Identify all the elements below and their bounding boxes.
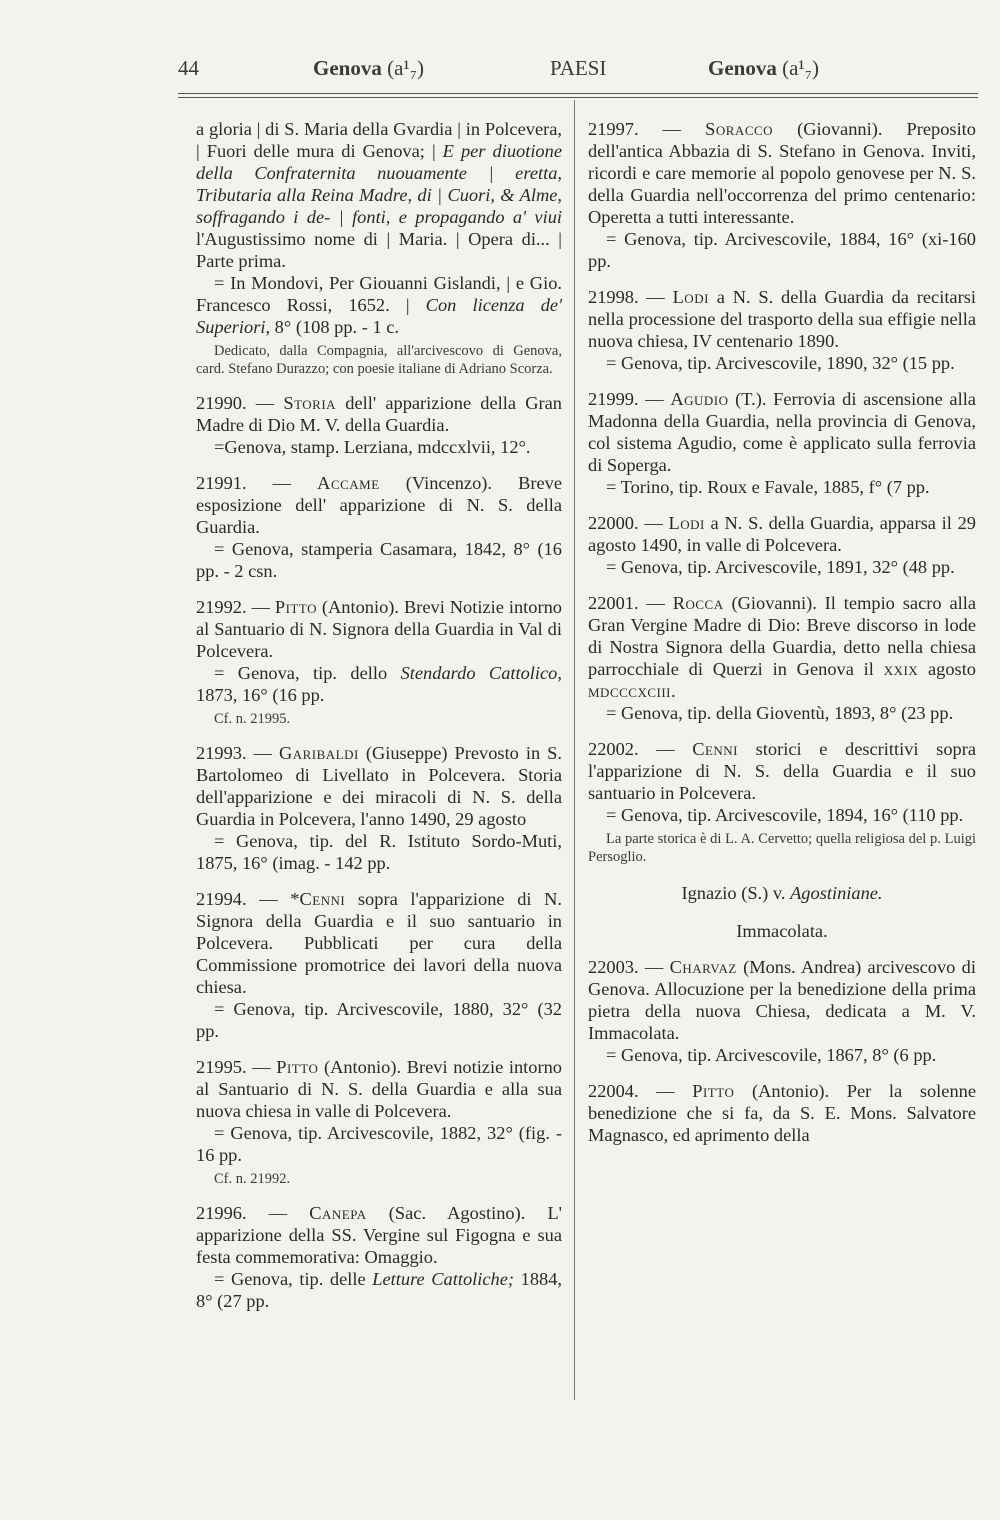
- header-center-title: PAESI: [550, 56, 607, 80]
- header-left-suffix: (a¹₇): [387, 56, 425, 80]
- entry-publication: = Genova, tip. Arcivescovile, 1890, 32° (15 pp.: [606, 353, 955, 373]
- entry-title: [196, 742, 562, 830]
- entry-author: Pitto: [276, 1057, 319, 1077]
- entry-publication: = Genova, tip. Arcivescovile, 1894, 16° (110 pp.: [606, 805, 964, 825]
- entry-publication: = Genova, tip. Arcivescovile, 1880, 32° (32 pp.: [196, 999, 562, 1041]
- entry-number: 21993. —: [196, 743, 279, 763]
- entry-21999: [588, 388, 976, 498]
- running-header: [178, 56, 978, 90]
- header-rule-top: [178, 93, 978, 94]
- entry-author: Agudio: [670, 389, 729, 409]
- entry-title: [588, 956, 976, 1044]
- entry-number: 21992. —: [196, 597, 275, 617]
- entry-author: Lodi: [672, 287, 709, 307]
- entry-title: [588, 1080, 976, 1146]
- entry-text: (Giovanni). Preposito dell'antica Abbazia di S. Stefano in Genova. Inviti, ricordi e care memorie al popolo genovese per N. S. della Guardia nell'occorrenza del primo centenario: Operetta a tutti interessante.: [588, 119, 976, 227]
- pub-italic: Con licenza de' Superiori: [196, 295, 562, 337]
- entry-title: [588, 118, 976, 228]
- pub-part: , 8° (108 pp. - 1 c.: [265, 317, 399, 337]
- entry-22000: [588, 512, 976, 578]
- entry-text: (Giovanni). Il tempio sacro alla Gran Vergine Madre di Dio: Breve discorso in lode di Nostra Signora della Guardia, detto nella chiesa parrocchiale di Querzi in Genova il: [588, 593, 976, 679]
- header-left-title: [313, 56, 424, 81]
- entry-21992: [196, 596, 562, 728]
- entry-text: sopra l'apparizione di N. Signora della Guardia e il suo santuario in Polcevera. Pubblicati per cura della Commissione promotrice dei lavori della nuova chiesa.: [196, 889, 563, 997]
- section-heading: Immacolata.: [736, 921, 828, 941]
- title-part: a gloria | di S. Maria della Gvardia | in Polcevera, | Fuori delle mura di Genova; |: [196, 119, 562, 161]
- entry-21995: [196, 1056, 562, 1188]
- pub-part: , 1873, 16° (16 pp.: [196, 663, 562, 705]
- header-left-city: Genova: [313, 56, 382, 80]
- entry-note: Cf. n. 21992.: [214, 1171, 291, 1187]
- entry-title: [196, 472, 562, 538]
- entry-title: [588, 388, 976, 476]
- entry-publication: = Genova, tip. Arcivescovile, 1882, 32° (fig. - 16 pp.: [196, 1123, 562, 1165]
- entry-number: 21997. —: [588, 119, 706, 139]
- entry-21994: [196, 888, 562, 1042]
- title-part: l'Augustissimo nome di | Maria. | Opera di... | Parte prima.: [196, 229, 562, 271]
- entry-title: [588, 512, 976, 556]
- entry-text: (Antonio). Brevi notizie intorno al Santuario di N. S. della Guardia e alla sua nuova chiesa in valle di Polcevera.: [196, 1057, 562, 1121]
- entry-title: [588, 286, 976, 352]
- entry-22001: [588, 592, 976, 724]
- entry-author: Cenni: [692, 739, 739, 759]
- entry-author: Pitto: [274, 597, 317, 617]
- page-number: 44: [178, 56, 199, 80]
- entry-number: 21998. —: [588, 287, 673, 307]
- entry-number: 21999. —: [588, 389, 671, 409]
- entry-publication: =Genova, stamp. Lerziana, mdccxlvii, 12°.: [214, 437, 531, 457]
- entry-number: 21994. — *: [196, 889, 300, 909]
- entry-21990: [196, 392, 562, 458]
- entry-text: (Mons. Andrea) arcivescovo di Genova. Allocuzione per la benedizione della prima pietra della nuova Chiesa, dedicata a M. V. Immacolata.: [588, 957, 976, 1043]
- entry-text: (T.). Ferrovia di ascensione alla Madonna della Guardia, nella provincia di Genova, col sistema Agudio, come è applicato sulla ferrovia di Soperga.: [588, 389, 976, 475]
- entry-21998: [588, 286, 976, 374]
- entry-author: Canepa: [309, 1203, 367, 1223]
- entry-author: Lodi: [668, 513, 705, 533]
- entry-number: 21990. —: [196, 393, 284, 413]
- entry-text: (Antonio). Per la solenne benedizione che si fa, da S. E. Mons. Salvatore Magnasco, ed aprimento della: [588, 1081, 976, 1145]
- entry-21997: [588, 118, 976, 272]
- right-column: [588, 118, 976, 1160]
- entry-text: a N. S. della Guardia, apparsa il 29 agosto 1490, in valle di Polcevera.: [588, 513, 976, 555]
- entry-text: .: [671, 681, 676, 701]
- roman-numeral: xxix: [883, 659, 919, 679]
- entry-number: 21996. —: [196, 1203, 310, 1223]
- entry-author: Pitto: [692, 1081, 735, 1101]
- entry-title: [588, 738, 976, 804]
- entry-text: dell' apparizione della Gran Madre di Dio M. V. della Guardia.: [196, 393, 562, 435]
- entry-publication: = Genova, tip. della Gioventù, 1893, 8° (23 pp.: [606, 703, 954, 723]
- entry-title: [196, 392, 562, 436]
- entry-publication: [196, 662, 562, 706]
- pub-italic: Stendardo Cattolico: [400, 663, 558, 683]
- entry-author: Rocca: [672, 593, 724, 613]
- entry-text: a N. S. della Guardia da recitarsi nella processione del trasporto della sua effigie nella nuova chiesa, IV centenario 1890.: [588, 287, 976, 351]
- entry-author: Accame: [317, 473, 380, 493]
- entry-note: La parte storica è di L. A. Cervetto; quella religiosa del p. Luigi Persoglio.: [588, 831, 976, 865]
- cross-reference-text: Ignazio (S.) v.: [681, 883, 791, 903]
- entry-publication: = Genova, tip. Arcivescovile, 1891, 32° (48 pp.: [606, 557, 955, 577]
- entry-title: [196, 888, 562, 998]
- entry-21991: [196, 472, 562, 582]
- entry-21996: [196, 1202, 562, 1312]
- entry-author: Soracco: [705, 119, 774, 139]
- header-rule-bottom: [178, 97, 978, 98]
- entry-author: Charvaz: [669, 957, 737, 977]
- pub-part: = Genova, tip. dello: [214, 663, 401, 683]
- left-column: [196, 118, 562, 1326]
- entry-title: [196, 1202, 562, 1268]
- title-italic: E per diuotione della Confraternita nuouamente | eretta, Tributaria alla Reina Madre, di | Cuori, & Alme, soffragando i de- | fonti, e propagando a' viui: [196, 141, 562, 227]
- entry-publication: = Genova, tip. Arcivescovile, 1867, 8° (6 pp.: [606, 1045, 937, 1065]
- entry-22002: [588, 738, 976, 866]
- pub-part: = Genova, tip. delle: [214, 1269, 373, 1289]
- entry-number: 21991. —: [196, 473, 318, 493]
- entry-21993: [196, 742, 562, 874]
- entry-text: (Sac. Agostino). L' apparizione della SS. Vergine sul Figogna e sua festa commemorativa: Omaggio.: [196, 1203, 562, 1267]
- roman-numeral: mdcccxciii: [588, 681, 672, 701]
- entry-note: Cf. n. 21995.: [214, 711, 291, 727]
- entry-text: (Antonio). Brevi Notizie intorno al Santuario di N. Signora della Guardia in Val di Polcevera.: [196, 597, 562, 661]
- entry-22004: [588, 1080, 976, 1146]
- entry-22003: [588, 956, 976, 1066]
- header-right-title: [708, 56, 819, 81]
- entry-author: Garibaldi: [278, 743, 359, 763]
- entry-note: Dedicato, dalla Compagnia, all'arcivescovo di Genova, card. Stefano Durazzo; con poesie italiane di Adriano Scorza.: [196, 343, 562, 377]
- entry-publication: = Genova, stamperia Casamara, 1842, 8° (16 pp. - 2 csn.: [196, 539, 562, 581]
- pub-part: = In Mondovi, Per Giouanni Gislandi, | e Gio. Francesco Rossi, 1652. |: [196, 273, 562, 315]
- entry-title: [588, 592, 976, 702]
- entry-author: Cenni: [299, 889, 346, 909]
- cross-reference-target: Agostiniane.: [790, 883, 883, 903]
- entry-text: (Vincenzo). Breve esposizione dell' apparizione di N. S. della Guardia.: [196, 473, 562, 537]
- entry-number: 22002. —: [588, 739, 693, 759]
- entry-continuation: [196, 118, 562, 378]
- entry-publication: = Torino, tip. Roux e Favale, 1885, f° (7 pp.: [606, 477, 930, 497]
- entry-publication: = Genova, tip. Arcivescovile, 1884, 16° (xi-160 pp.: [588, 229, 976, 271]
- entry-publication: [196, 272, 562, 338]
- pub-part: 1884, 8° (27 pp.: [196, 1269, 563, 1311]
- entry-number: 22004. —: [588, 1081, 693, 1101]
- entry-author: Storia: [283, 393, 337, 413]
- entry-title: [196, 118, 562, 272]
- entry-text: (Giuseppe) Prevosto in S. Bartolomeo di Livellato in Polcevera. Storia dell'apparizione e dei miracoli di N. S. della Guardia in Polcevera, l'anno 1490, 29 agosto: [196, 743, 562, 829]
- entry-text: storici e descrittivi sopra l'apparizione di N. S. della Guardia e il suo santuario in Polcevera.: [588, 739, 976, 803]
- entry-number: 21995. —: [196, 1057, 277, 1077]
- column-divider: [574, 100, 575, 1400]
- entry-publication: = Genova, tip. del R. Istituto Sordo-Muti, 1875, 16° (imag. - 142 pp.: [196, 831, 562, 873]
- entry-title: [196, 596, 562, 662]
- header-right-city: Genova: [708, 56, 777, 80]
- entry-number: 22001. —: [588, 593, 673, 613]
- entry-text: agosto: [918, 659, 976, 679]
- entry-title: [196, 1056, 562, 1122]
- header-right-suffix: (a¹₇): [782, 56, 820, 80]
- entry-publication: [196, 1268, 562, 1312]
- entry-number: 22000. —: [588, 513, 669, 533]
- pub-italic: Letture Cattoliche;: [372, 1269, 515, 1289]
- cross-reference: [588, 882, 976, 904]
- entry-number: 22003. —: [588, 957, 670, 977]
